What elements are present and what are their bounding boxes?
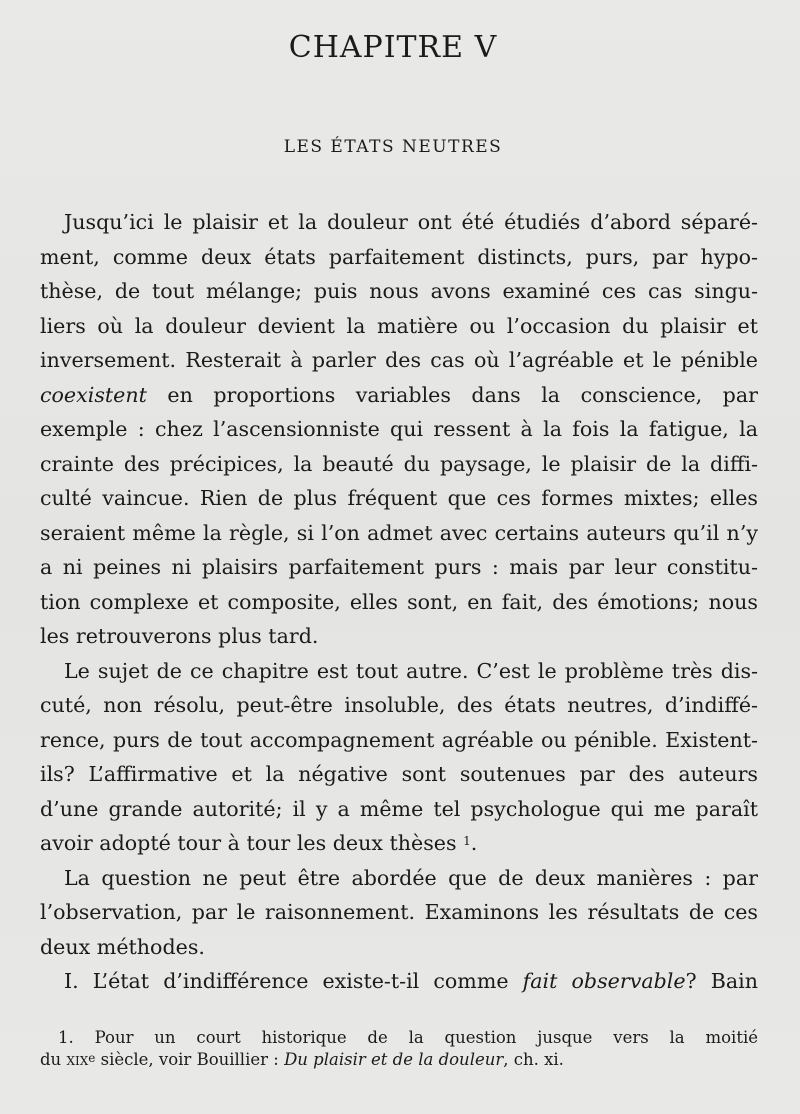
p2-line-4: ils? L’affirmative et la négative sont soutenues par des auteurs [40, 762, 758, 786]
p1-line-9: culté vaincue. Rien de plus fréquent que ces formes mixtes; elles [40, 486, 758, 510]
footnote-line-2-end: , ch. xi. [503, 1050, 564, 1069]
p3-line-2: l’observation, par le raisonnement. Examinons les résultats de ces [40, 900, 758, 924]
p1-line-6 [40, 378, 758, 413]
chapter-title: CHAPITRE V [288, 30, 498, 65]
p1-line-4: liers où la douleur devient la matière ou l’occasion du plaisir et [40, 313, 758, 338]
p2-line-1: Le sujet de ce chapitre est tout autre. C’est le problème très dis- [64, 658, 758, 683]
p2-line-3: rence, purs de tout accompagnement agréable ou pénible. Existent- [40, 727, 758, 752]
p1-line-3: thèse, de tout mélange; puis nous avons examiné ces cas singu- [40, 279, 758, 303]
emphasis-coexistent: coexistent [40, 382, 147, 407]
p4-line-1-start: I. L’état d’indifférence existe-t-il comme [64, 969, 523, 993]
p2-line-5: d’une grande autorité; il y a même tel psychologue qui me paraît [40, 796, 758, 821]
p1-line-12: tion complexe et composite, elles sont, en fait, des émotions; nous [40, 589, 758, 614]
footnote-line-2-start: du [40, 1050, 67, 1069]
body-text [40, 205, 758, 999]
section-title: LES ÉTATS NEUTRES [283, 137, 503, 157]
p2-line-6-end: . [470, 831, 478, 855]
p1-line-10: seraient même la règle, si l’on admet avec certains auteurs qu’il n’y [40, 520, 758, 545]
p2-line-6 [40, 826, 758, 861]
footnote-book-title: Du plaisir et de la douleur [284, 1050, 504, 1069]
p1-line-13: les retrouverons plus tard. [40, 624, 319, 648]
p1-line-7: exemple : chez l’ascensionniste qui ressent à la fois la fatigue, la [40, 417, 758, 441]
p3-line-1: La question ne peut être abordée que de deux manières : par [64, 865, 758, 890]
footnote-century: xix [66, 1050, 89, 1069]
p3-line-3: deux méthodes. [40, 934, 205, 959]
p1-line-2: ment, comme deux états parfaitement distincts, purs, par hypo- [40, 244, 758, 269]
emphasis-fait-observable: fait observable [522, 969, 686, 993]
footnote [40, 1027, 758, 1071]
p4-line-1-end: ? Bain [685, 969, 758, 993]
p4-line-1 [40, 964, 758, 999]
p1-line-1: Jusqu’ici le plaisir et la douleur ont été étudiés d’abord séparé- [64, 210, 758, 234]
p1-line-11: a ni peines ni plaisirs parfaitement purs : mais par leur constitu- [40, 555, 758, 579]
footnote-line-1: 1. Pour un court historique de la question jusque vers la moitié [58, 1028, 758, 1047]
p2-line-2: cuté, non résolu, peut-être insoluble, des états neutres, d’indiffé- [40, 693, 758, 717]
footnote-century-sup: e [88, 1051, 96, 1065]
p2-line-6-text: avoir adopté tour à tour les deux thèses [40, 831, 457, 855]
p1-line-8: crainte des précipices, la beauté du paysage, le plaisir de la diffi- [40, 451, 758, 476]
footnote-line-2-mid: siècle, voir Bouillier : [95, 1050, 285, 1069]
footnote-line-2 [40, 1049, 758, 1071]
p1-line-6-rest: en proportions variables dans la conscience, par [146, 382, 758, 407]
p1-line-5: inversement. Resterait à parler des cas où l’agréable et le pénible [40, 348, 758, 372]
footnote-marker[interactable]: 1 [463, 834, 471, 848]
